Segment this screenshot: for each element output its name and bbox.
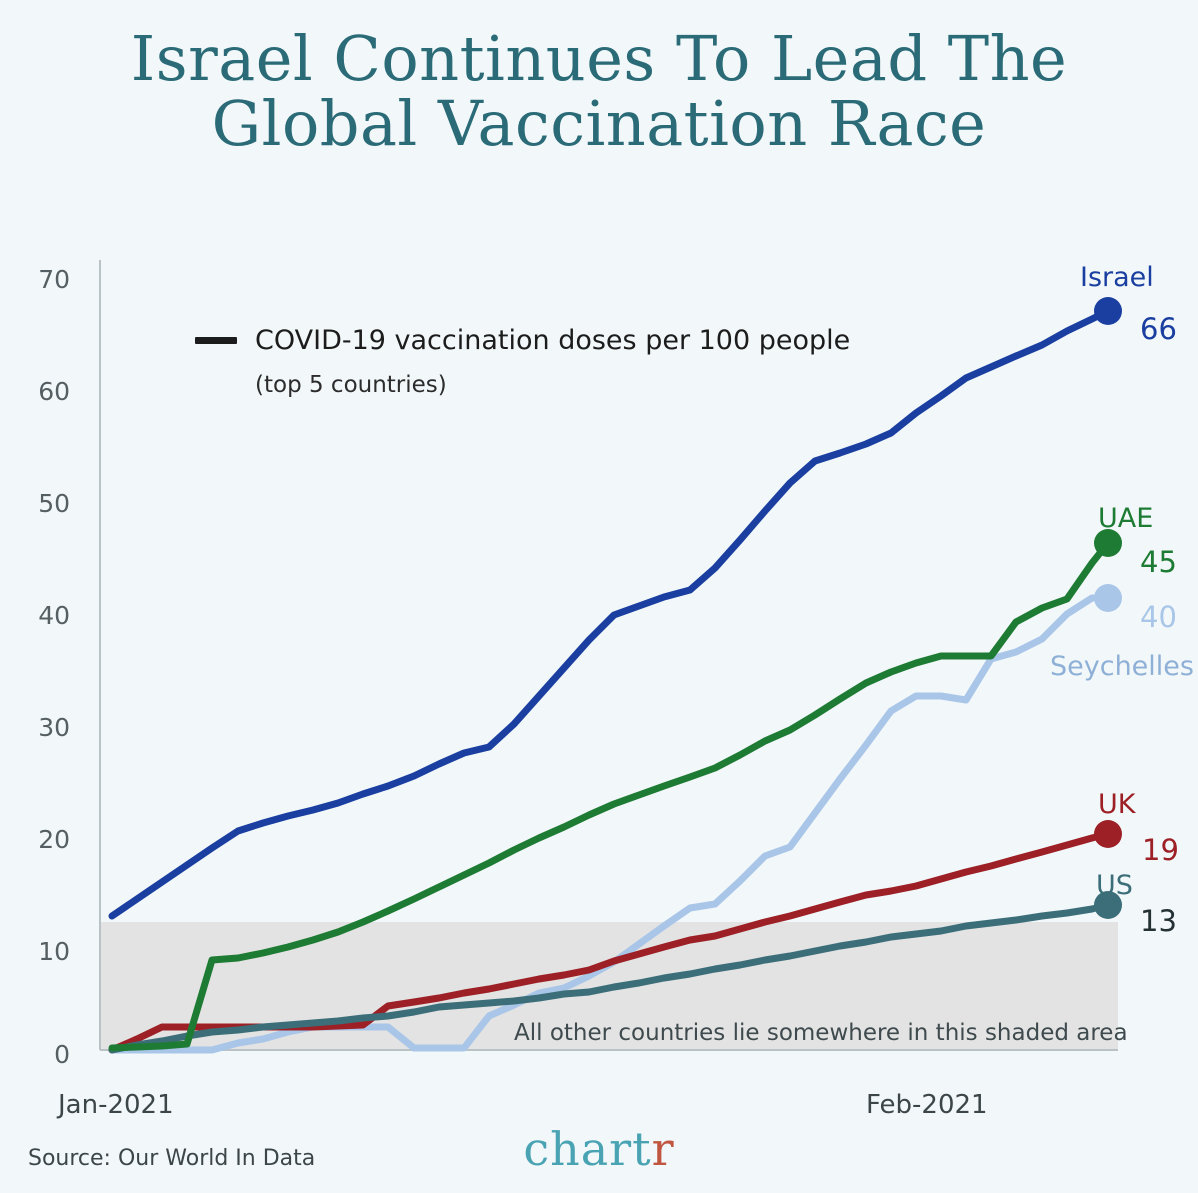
series-label-seychelles: Seychelles (1050, 651, 1194, 682)
y-axis-tick-50: 50 (38, 489, 70, 518)
legend-label: COVID-19 vaccination doses per 100 people (255, 325, 851, 356)
title-line-2: Global Vaccination Race (211, 87, 987, 161)
y-axis-tick-20: 20 (38, 825, 70, 854)
legend-row (195, 325, 955, 356)
x-axis-tick-feb: Feb-2021 (866, 1090, 988, 1120)
brand-main: chart (523, 1122, 652, 1176)
series-label-uae: UAE (1098, 503, 1154, 534)
y-axis-tick-40: 40 (38, 601, 70, 630)
y-axis-tick-60: 60 (38, 377, 70, 406)
title-line-1: Israel Continues To Lead The (130, 22, 1068, 95)
series-label-us: US (1096, 870, 1133, 901)
y-axis-tick-10: 10 (38, 937, 70, 966)
brand-accent: r (651, 1122, 675, 1176)
series-value-us: 13 (1140, 904, 1177, 938)
legend (195, 325, 955, 398)
endpoint-marker-seychelles (1094, 584, 1122, 612)
page-title (0, 22, 1198, 161)
series-value-israel: 66 (1140, 312, 1177, 346)
y-axis-tick-30: 30 (38, 713, 70, 742)
brand-logo (0, 1122, 1198, 1176)
y-axis-tick-70: 70 (38, 265, 70, 294)
x-axis-tick-jan: Jan-2021 (58, 1090, 174, 1120)
shaded-band-note: All other countries lie somewhere in this shaded area (514, 1020, 1128, 1046)
series-label-israel: Israel (1080, 262, 1154, 293)
y-axis-tick-0: 0 (54, 1040, 70, 1069)
series-value-seychelles: 40 (1140, 600, 1177, 634)
endpoint-marker-uk (1094, 820, 1122, 848)
source-note: Source: Our World In Data (28, 1146, 316, 1171)
series-line-israel (112, 311, 1108, 916)
series-value-uk: 19 (1142, 833, 1179, 867)
legend-line-icon (195, 337, 237, 344)
endpoint-marker-israel (1094, 297, 1122, 325)
series-value-uae: 45 (1140, 545, 1177, 579)
series-label-uk: UK (1098, 789, 1136, 820)
legend-sublabel: (top 5 countries) (255, 372, 447, 398)
